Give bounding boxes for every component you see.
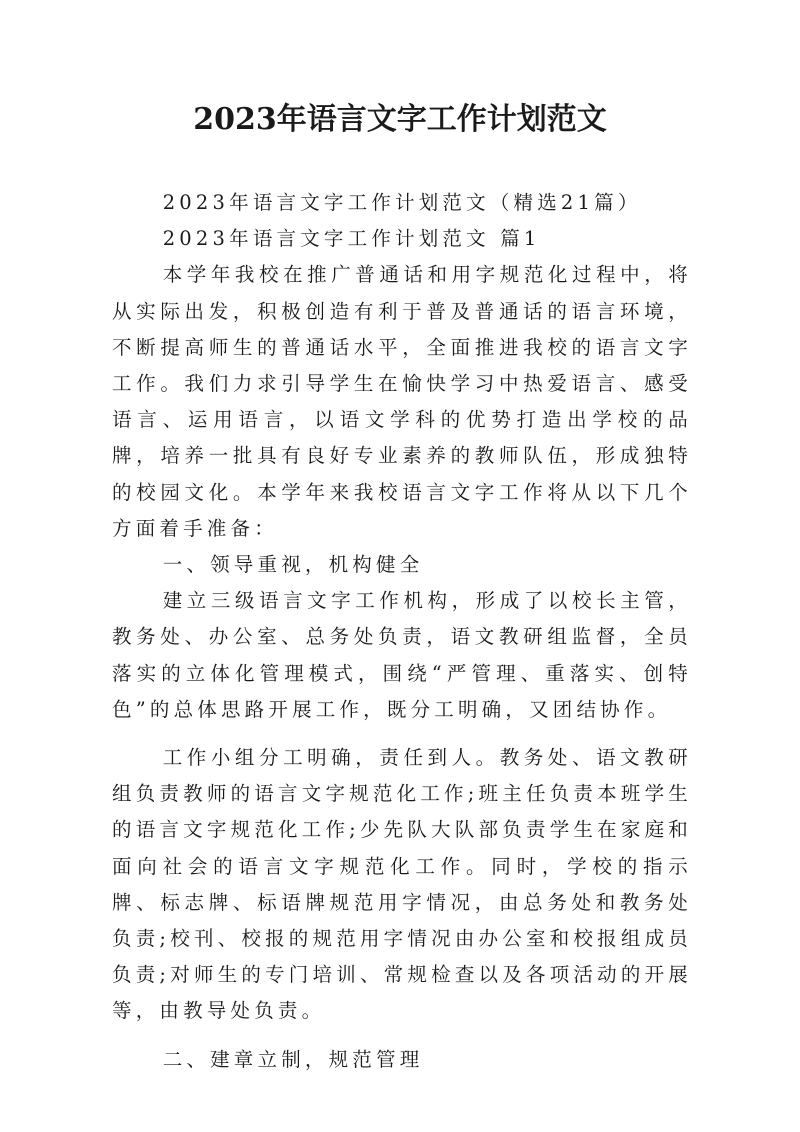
paragraph-responsibilities: 工作小组分工明确，责任到人。教务处、语文教研组负责教师的语言文字规范化工作;班主任负责本班学生的语言文字规范化工作;少先队大队部负责学生在家庭和面向社会的语言文字规范化工作。同时，学校的指示牌、标志牌、标语牌规范用字情况，由总务处和教务处负责;校刊、校报的规范用字情况由办公室和校报组成员负责;对师生的专门培训、常规检查以及各项活动的开展等，由教导处负责。 — [112, 746, 692, 1023]
document-title: 2023年语言文字工作计划范文 — [193, 102, 607, 137]
paragraph-intro: 本学年我校在推广普通话和用字规范化过程中，将从实际出发，积极创造有利于普及普通话的语言环境，不断提高师生的普通话水平，全面推进我校的语言文字工作。我们力求引导学生在愉快学习中热爱语言、感受语言、运用语言，以语文学科的优势打造出学校的品牌，培养一批具有良好专业素养的教师队伍，形成独特的校园文化。本学年来我校语言文字工作将从以下几个方面着手准备： — [112, 263, 692, 540]
paragraph-section-heading: 2023年语言文字工作计划范文 篇1 — [162, 227, 541, 251]
paragraph-organization: 建立三级语言文字工作机构，形成了以校长主管，教务处、办公室、总务处负责，语文教研组监督，全员落实的立体化管理模式，围绕“严管理、重落实、创特色”的总体思路开展工作，既分工明确，又团结协作。 — [112, 589, 692, 721]
paragraph-subtitle: 2023年语言文字工作计划范文（精选21篇） — [162, 191, 642, 214]
paragraph-gap — [112, 1030, 692, 1042]
paragraph-heading-one: 一、领导重视，机构健全 — [162, 553, 424, 577]
paragraph-gap — [112, 728, 692, 740]
document-body — [112, 185, 692, 1078]
paragraph-heading-two: 二、建章立制，规范管理 — [162, 1047, 424, 1071]
